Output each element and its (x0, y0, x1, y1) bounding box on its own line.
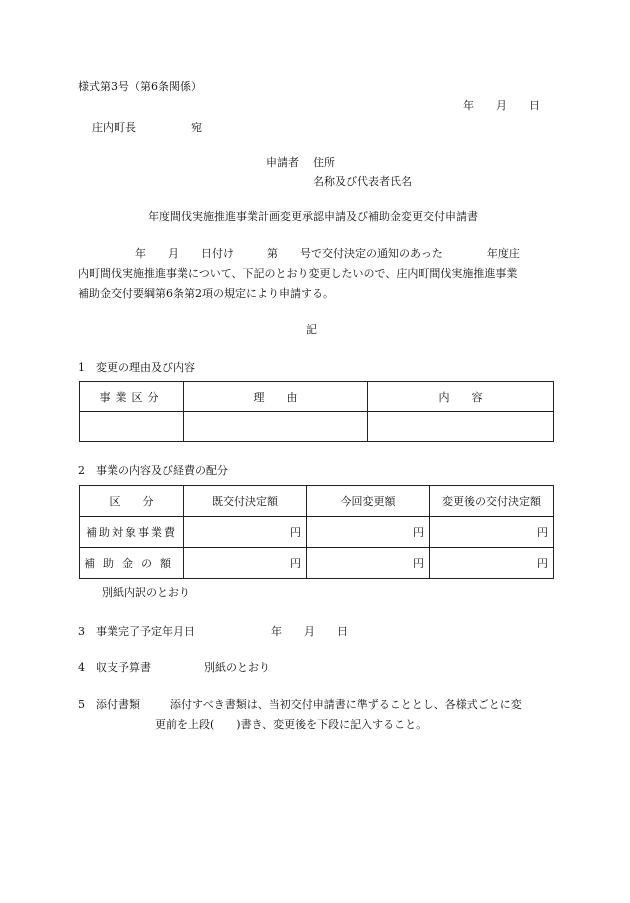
header-content: 内 容 (368, 382, 554, 412)
section2-heading: 2 事業の内容及び経費の配分 (78, 464, 228, 477)
body-line-1: 年 月 日付け 第 号で交付決定の通知のあった 年度庄 (135, 247, 520, 260)
body-line-2: 内町間伐実施推進事業について、下記のとおり変更したいので、庄内町間伐実施推進事業 (78, 267, 518, 280)
breakdown-note: 別紙内訳のとおり (102, 586, 190, 599)
form-number: 様式第3号（第6条関係） (78, 80, 202, 93)
applicant-label: 申請者 (266, 156, 299, 169)
yen-cell: 円 (307, 517, 430, 548)
row-label: 補助対象事業費 (80, 517, 184, 548)
row-label: 補助金の額 (80, 548, 184, 579)
attachment-line-2: 更前を上段( )書き、変更後を下段に記入すること。 (155, 718, 428, 731)
header-reason: 理 由 (184, 382, 368, 412)
header-revised-decision: 変更後の交付決定額 (430, 486, 554, 517)
header-prior-decision: 既交付決定額 (184, 486, 307, 517)
business-category-cell (80, 412, 184, 442)
section3-heading: 3 事業完了予定年月日 (78, 625, 195, 638)
header-business-category: 事業区分 (80, 382, 184, 412)
yen-cell: 円 (307, 548, 430, 579)
document-title: 年度間伐実施推進事業計画変更承認申請及び補助金変更交付申請書 (148, 210, 478, 223)
budget-value: 別紙のとおり (204, 661, 270, 674)
section4-heading: 4 収支予算書 (78, 661, 151, 674)
ki-heading: 記 (306, 323, 317, 336)
addressee: 庄内町長 宛 (92, 121, 202, 134)
reason-cell (184, 412, 368, 442)
applicant-name-label: 名称及び代表者氏名 (313, 175, 412, 188)
yen-cell: 円 (184, 548, 307, 579)
yen-cell: 円 (430, 517, 554, 548)
table-row (80, 517, 554, 548)
content-cell (368, 412, 554, 442)
yen-cell: 円 (430, 548, 554, 579)
change-reason-table (79, 381, 554, 442)
yen-cell: 円 (184, 517, 307, 548)
section5-heading: 5 添付書類 (78, 698, 140, 711)
applicant-address-label: 住所 (313, 156, 335, 169)
header-change-amount: 今回変更額 (307, 486, 430, 517)
table-row (80, 548, 554, 579)
section1-heading: 1 変更の理由及び内容 (78, 361, 195, 374)
completion-date: 年 月 日 (271, 625, 348, 638)
expense-allocation-table (79, 485, 554, 579)
body-line-3: 補助金交付要綱第6条第2項の規定により申請する。 (78, 287, 334, 300)
header-category: 区 分 (80, 486, 184, 517)
attachment-line-1: 添付すべき書類は、当初交付申請書に準ずることとし、各様式ごとに変 (170, 698, 522, 711)
date-line: 年 月 日 (463, 99, 540, 112)
